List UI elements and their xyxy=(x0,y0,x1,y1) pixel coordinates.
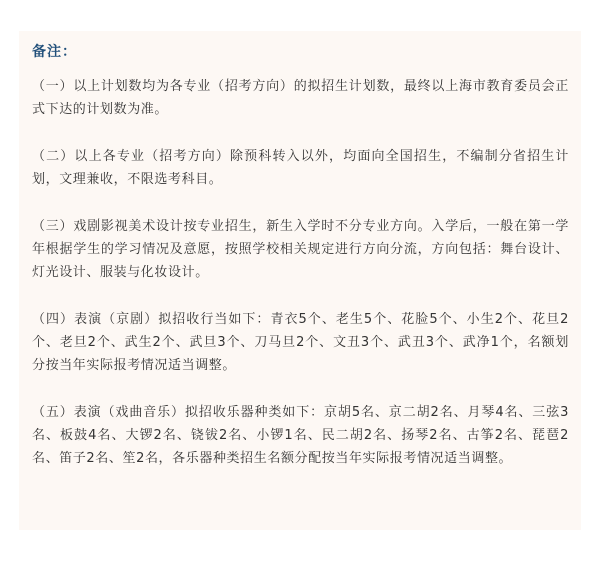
note-paragraph-5: （五）表演（戏曲音乐）拟招收乐器种类如下：京胡5名、京二胡2名、月琴4名、三弦3名、板鼓4名、大锣2名、铙钹2名、小锣1名、民二胡2名、扬琴2名、古筝2名、琵琶2名、笛子2名、笙2名，各乐器种类招生名额分配按当年实际报考情况适当调整。 xyxy=(32,405,569,466)
note-paragraph-2: （二）以上各专业（招考方向）除预科转入以外，均面向全国招生，不编制分省招生计划，文理兼收，不限选考科目。 xyxy=(32,149,569,187)
note-paragraph-3: （三）戏剧影视美术设计按专业招生，新生入学时不分专业方向。入学后，一般在第一学年根据学生的学习情况及意愿，按照学校相关规定进行方向分流，方向包括：舞台设计、灯光设计、服装与化妆设计。 xyxy=(32,219,569,280)
notes-card xyxy=(19,31,581,530)
note-paragraph-4: （四）表演（京剧）拟招收行当如下：青衣5个、老生5个、花脸5个、小生2个、花旦2个、老旦2个、武生2个、武旦3个、刀马旦2个、文丑3个、武丑3个、武净1个，名额划分按当年实际报考情况适当调整。 xyxy=(32,312,569,373)
note-paragraph-1: （一）以上计划数均为各专业（招考方向）的拟招生计划数，最终以上海市教育委员会正式下达的计划数为准。 xyxy=(32,79,569,117)
notes-title: 备注： xyxy=(32,44,77,60)
